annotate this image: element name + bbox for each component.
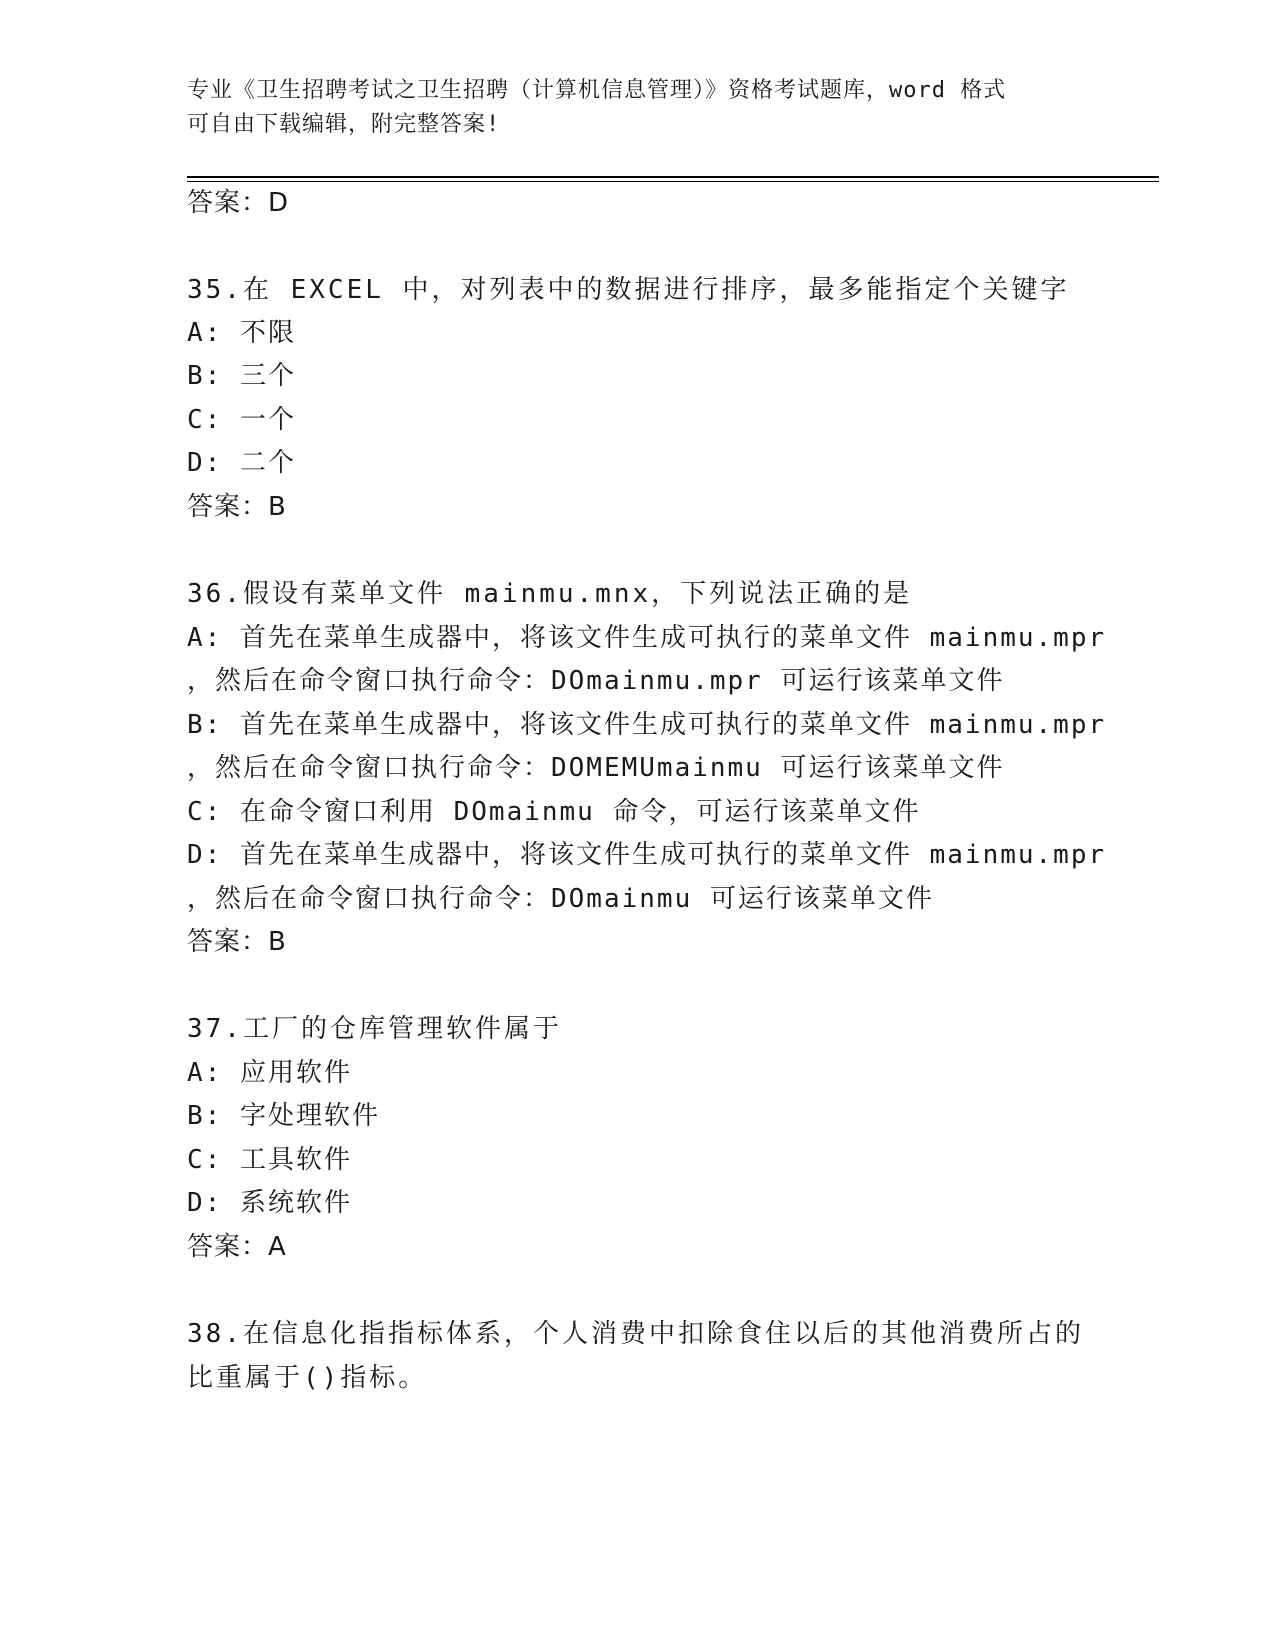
question-36-option-b-cont: ，然后在命令窗口执行命令：DOMEMUmainmu 可运行该菜单文件 [187,753,1005,783]
question-36-option-c: C: 在命令窗口利用 DOmainmu 命令，可运行该菜单文件 [187,797,921,827]
question-35-option-c: C: 一个 [187,405,296,435]
question-36-option-a: A: 首先在菜单生成器中，将该文件生成可执行的菜单文件 mainmu.mpr [187,623,1107,653]
document-header [187,74,1087,142]
header-line-1: 专业《卫生招聘考试之卫生招聘（计算机信息管理）》资格考试题库，word 格式 [187,78,1007,103]
question-37-option-d: D: 系统软件 [187,1188,352,1218]
question-36-option-d-cont: ，然后在命令窗口执行命令：DOmainmu 可运行该菜单文件 [187,884,934,914]
question-35-title: 35.在 EXCEL 中，对列表中的数据进行排序，最多能指定个关键字 [187,275,1070,305]
question-38-title-line-2: 比重属于()指标。 [187,1363,428,1393]
header-rule-thin [187,181,1159,182]
question-36-option-b: B: 首先在菜单生成器中，将该文件生成可执行的菜单文件 mainmu.mpr [187,710,1107,740]
question-36-option-d: D: 首先在菜单生成器中，将该文件生成可执行的菜单文件 mainmu.mpr [187,840,1107,870]
question-36-option-a-cont: ，然后在命令窗口执行命令：DOmainmu.mpr 可运行该菜单文件 [187,666,1005,696]
answer-36: 答案：B [187,927,287,957]
answer-34: 答案：D [187,188,290,218]
question-35-option-d: D: 二个 [187,448,296,478]
question-37-title: 37.工厂的仓库管理软件属于 [187,1014,562,1044]
question-37-option-c: C: 工具软件 [187,1145,352,1175]
header-line-2: 可自由下载编辑，附完整答案! [187,112,501,137]
answer-35: 答案：B [187,492,287,522]
question-35-option-b: B: 三个 [187,361,296,391]
question-35-option-a: A: 不限 [187,318,296,348]
header-rule-thick [187,176,1159,178]
question-37-option-a: A: 应用软件 [187,1058,352,1088]
answer-37: 答案：A [187,1232,287,1262]
question-38-title-line-1: 38.在信息化指指标体系，个人消费中扣除食住以后的其他消费所占的 [187,1319,1084,1349]
question-36-title: 36.假设有菜单文件 mainmu.mnx，下列说法正确的是 [187,579,913,609]
question-37-option-b: B: 字处理软件 [187,1101,380,1131]
